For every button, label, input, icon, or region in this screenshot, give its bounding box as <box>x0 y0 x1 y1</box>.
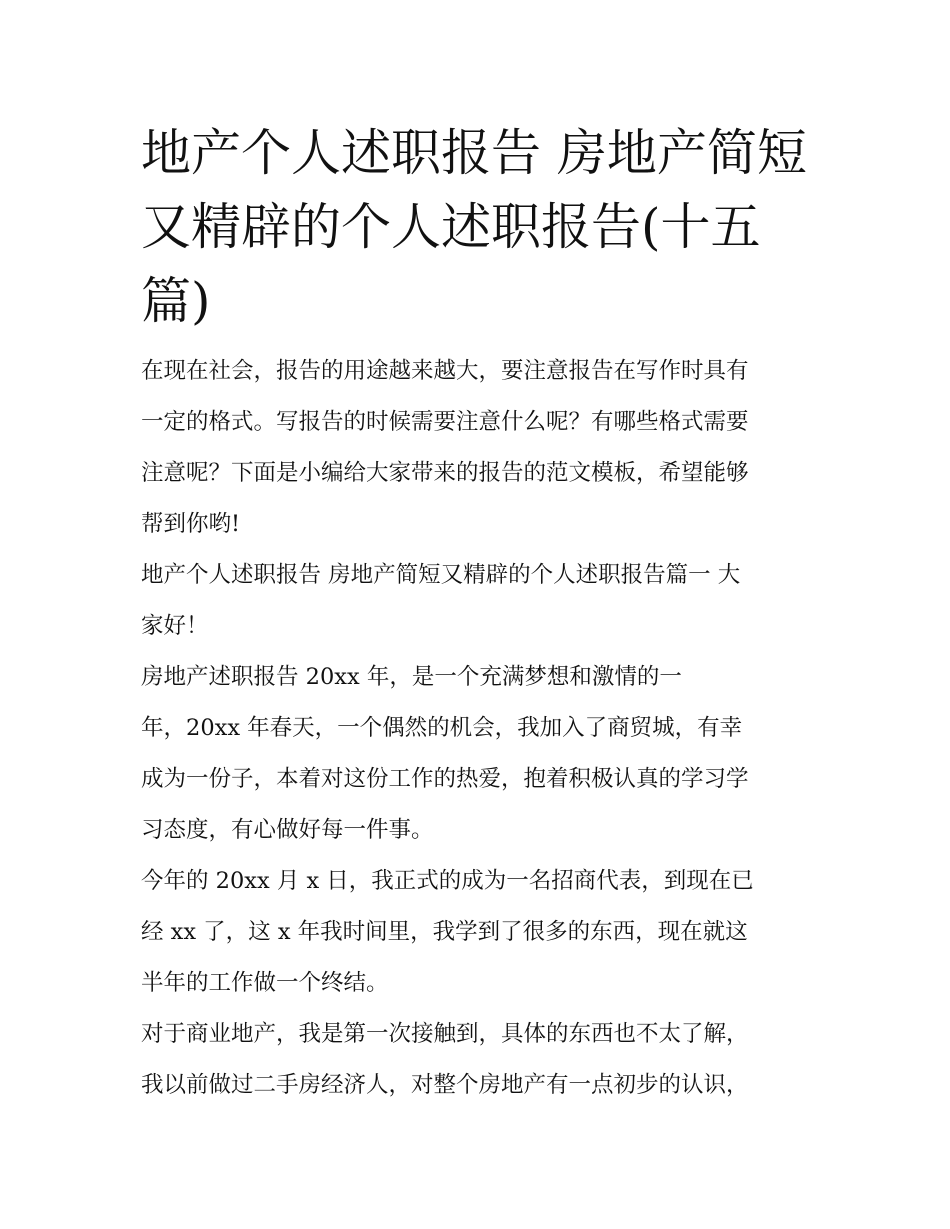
title-line: 地产个人述职报告 房地产简短 <box>141 124 807 182</box>
paragraph-line: 年，20xx 年春天，一个偶然的机会，我加入了商贸城，有幸 <box>141 715 743 741</box>
title-line: 又精辟的个人述职报告(十五 <box>141 198 761 256</box>
paragraph-line: 经 xx 了，这 x 年我时间里，我学到了很多的东西，现在就这 <box>141 919 748 945</box>
paragraph-line: 在现在社会，报告的用途越来越大，要注意报告在写作时具有 <box>141 358 749 384</box>
paragraph-line: 一定的格式。写报告的时候需要注意什么呢？有哪些格式需要 <box>141 409 749 435</box>
section-heading-paragraph <box>141 550 813 652</box>
paragraph-line: 今年的 20xx 月 x 日，我正式的成为一名招商代表，到现在已 <box>141 868 754 894</box>
paragraph-line: 家好！ <box>141 613 209 639</box>
title-line: 篇) <box>141 272 211 330</box>
body-paragraph <box>141 856 813 1009</box>
document-title <box>141 116 813 338</box>
paragraph-line: 习态度，有心做好每一件事。 <box>141 817 434 843</box>
paragraph-line: 帮到你哟! <box>141 511 241 537</box>
intro-paragraph <box>141 346 813 550</box>
paragraph-line: 我以前做过二手房经济人，对整个房地产有一点初步的认识， <box>141 1072 749 1098</box>
paragraph-line: 成为一份子，本着对这份工作的热爱，抱着积极认真的学习学 <box>141 766 749 792</box>
paragraph-line: 房地产述职报告 20xx 年，是一个充满梦想和激情的一 <box>141 664 682 690</box>
paragraph-line: 对于商业地产，我是第一次接触到，具体的东西也不太了解， <box>141 1021 749 1047</box>
paragraph-line: 半年的工作做一个终结。 <box>141 970 389 996</box>
body-paragraph <box>141 1009 813 1111</box>
document-body <box>141 116 813 1111</box>
body-paragraph <box>141 652 813 856</box>
paragraph-line: 注意呢？下面是小编给大家带来的报告的范文模板，希望能够 <box>141 460 749 486</box>
paragraph-line: 地产个人述职报告 房地产简短又精辟的个人述职报告篇一 大 <box>141 562 741 588</box>
